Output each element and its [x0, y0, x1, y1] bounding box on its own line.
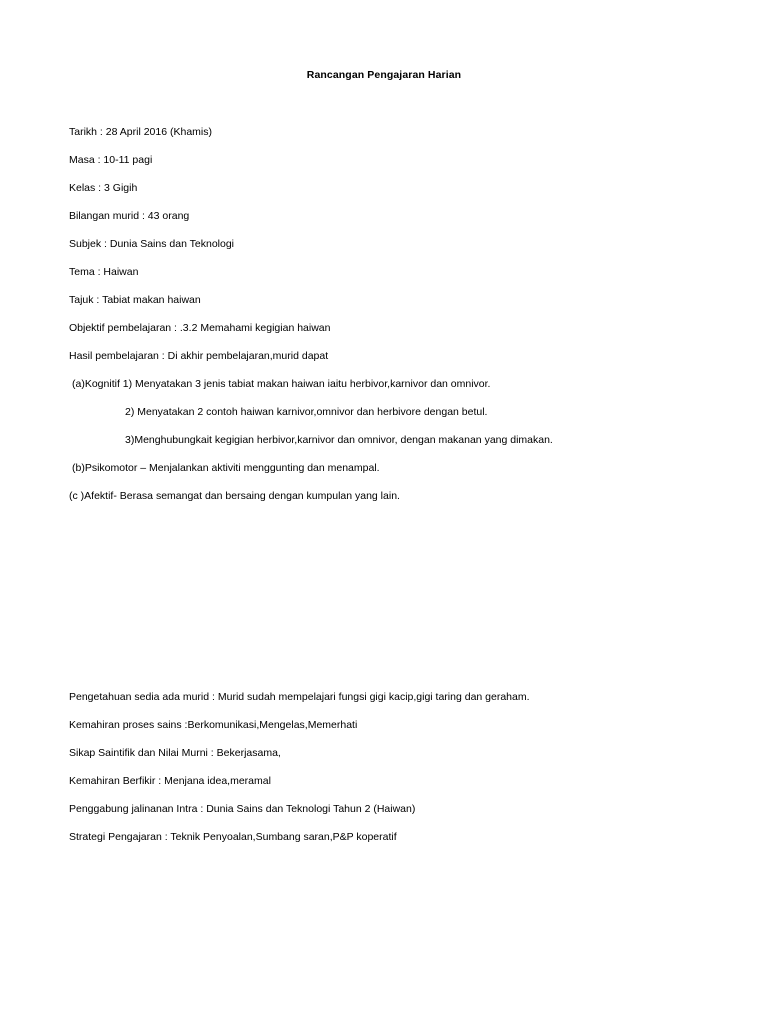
line-kognitif-1: (a)Kognitif 1) Menyatakan 3 jenis tabiat makan haiwan iaitu herbivor,karnivor dan omnivor.: [72, 378, 491, 390]
line-tajuk: Tajuk : Tabiat makan haiwan: [69, 294, 201, 306]
line-kognitif-3: 3)Menghubungkait kegigian herbivor,karnivor dan omnivor, dengan makanan yang dimakan.: [125, 434, 553, 446]
line-kemahiran-berfikir: Kemahiran Berfikir : Menjana idea,meramal: [69, 775, 271, 787]
line-objektif: Objektif pembelajaran : .3.2 Memahami kegigian haiwan: [69, 322, 331, 334]
document-title: Rancangan Pengajaran Harian: [306, 69, 462, 81]
line-psikomotor: (b)Psikomotor – Menjalankan aktiviti menggunting dan menampal.: [72, 462, 380, 474]
line-tema: Tema : Haiwan: [69, 266, 139, 278]
line-strategi-pengajaran: Strategi Pengajaran : Teknik Penyoalan,Sumbang saran,P&P koperatif: [69, 831, 397, 843]
line-tarikh: Tarikh : 28 April 2016 (Khamis): [69, 126, 212, 138]
line-sikap-saintifik: Sikap Saintifik dan Nilai Murni : Bekerjasama,: [69, 747, 281, 759]
line-pengetahuan-sedia-ada: Pengetahuan sedia ada murid : Murid sudah mempelajari fungsi gigi kacip,gigi taring dan geraham.: [69, 691, 530, 703]
line-penggabung-jalinan: Penggabung jalinanan Intra : Dunia Sains dan Teknologi Tahun 2 (Haiwan): [69, 803, 416, 815]
line-afektif: (c )Afektif- Berasa semangat dan bersaing dengan kumpulan yang lain.: [69, 490, 400, 502]
line-kemahiran-proses-sains: Kemahiran proses sains :Berkomunikasi,Mengelas,Memerhati: [69, 719, 358, 731]
line-subjek: Subjek : Dunia Sains dan Teknologi: [69, 238, 235, 250]
line-kelas: Kelas : 3 Gigih: [69, 182, 138, 194]
line-bilangan-murid: Bilangan murid : 43 orang: [69, 210, 190, 222]
line-hasil-pembelajaran: Hasil pembelajaran : Di akhir pembelajaran,murid dapat: [69, 350, 329, 362]
line-kognitif-2: 2) Menyatakan 2 contoh haiwan karnivor,omnivor dan herbivore dengan betul.: [125, 406, 488, 418]
line-masa: Masa : 10-11 pagi: [69, 154, 153, 166]
